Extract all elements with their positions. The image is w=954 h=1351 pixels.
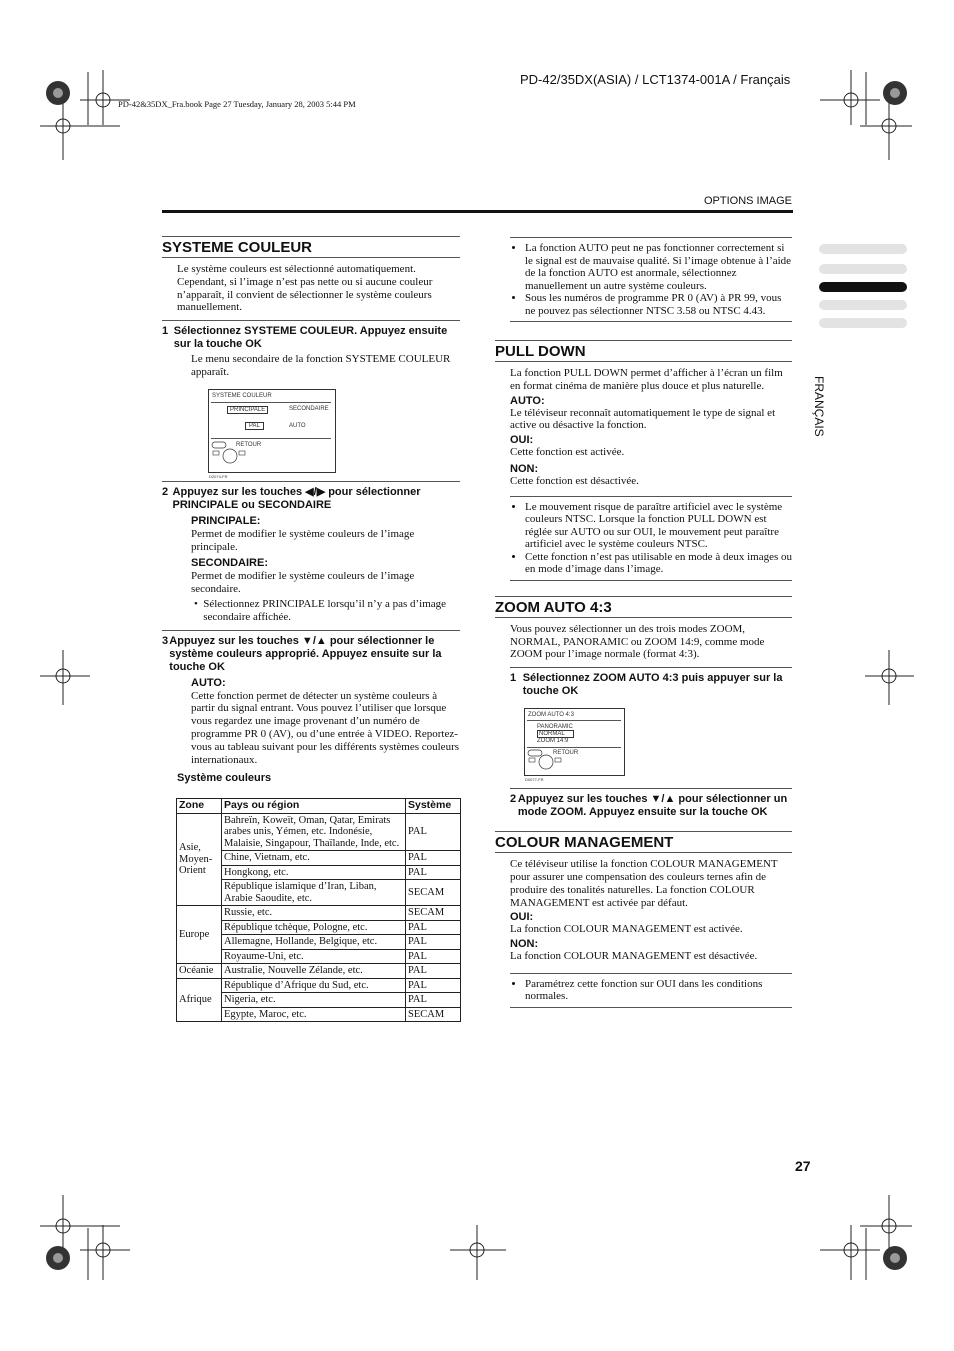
principale-desc: Permet de modifier le système couleurs de l’image principale.: [191, 527, 415, 553]
colour-non-desc: La fonction COLOUR MANAGEMENT est désactivée.: [510, 950, 758, 963]
document-reference: PD-42/35DX(ASIA) / LCT1374-001A / Français: [520, 72, 791, 87]
step-number: 3: [162, 634, 169, 647]
header-rule: [162, 210, 793, 213]
side-tab: [819, 300, 907, 310]
pull-down-oui-desc: Cette fonction est activée.: [510, 446, 625, 459]
systeme-cell: PAL: [406, 949, 461, 964]
note-item: • Le mouvement risque de paraître artificiel avec le système couleurs NTSC. Lorsque la fonction PULL DOWN est réglée sur AUTO ou sur OUI, le mouvement peut paraître artificiel avec le système couleurs NTSC.: [525, 501, 792, 551]
secondaire-desc: Permet de modifier le système couleurs de l’image secondaire.: [191, 570, 415, 596]
step-number: 2: [162, 485, 169, 498]
zone-cell: Asie, Moyen-Orient: [177, 813, 222, 906]
menu-title: ZOOM AUTO 4:3: [528, 712, 574, 719]
pays-cell: République tchèque, Pologne, etc.: [222, 920, 406, 935]
systeme-cell: PAL: [406, 978, 461, 993]
divider: [510, 788, 792, 789]
secondaire-note: • Sélectionnez PRINCIPALE lorsqu’il n’y a pas d’image secondaire affichée.: [194, 598, 460, 624]
step-1: [162, 325, 460, 351]
step-text: Sélectionnez SYSTEME COULEUR. Appuyez ensuite sur la touche OK: [173, 325, 448, 351]
table-row: [177, 813, 461, 851]
divider: [162, 320, 460, 321]
note-item: • Cette fonction n’est pas utilisable en mode à deux images ou en mode d’image dans l’image.: [525, 551, 792, 576]
pull-down-non-desc: Cette fonction est désactivée.: [510, 474, 639, 487]
side-tab: [819, 244, 907, 254]
zone-cell: Océanie: [177, 964, 222, 979]
pays-cell: Allemagne, Hollande, Belgique, etc.: [222, 935, 406, 950]
menu-options: [537, 724, 574, 744]
menu-title: SYSTEME COULEUR: [212, 392, 272, 399]
book-info-line: PD-42&35DX_Fra.book Page 27 Tuesday, January 28, 2003 5:44 PM: [118, 99, 356, 109]
pull-down-auto-label: AUTO:: [510, 394, 545, 407]
colour-oui-label: OUI:: [510, 911, 534, 924]
systeme-couleur-menu-screen: [208, 389, 336, 479]
step-number: 1: [510, 672, 517, 685]
pull-down-oui-label: OUI:: [510, 434, 534, 447]
pays-cell: Australie, Nouvelle Zélande, etc.: [222, 964, 406, 979]
page-number: 27: [795, 1158, 811, 1174]
pays-cell: Nigeria, etc.: [222, 993, 406, 1008]
menu-option: PANORAMIC: [537, 724, 573, 731]
pays-cell: République islamique d’Iran, Liban, Arabie Saoudite, etc.: [222, 880, 406, 906]
menu-option: ZOOM 14:9: [537, 738, 569, 745]
table-title: Système couleurs: [177, 772, 272, 785]
pull-down-notes: [510, 496, 792, 581]
menu-retour: RETOUR: [236, 441, 262, 448]
systeme-cell: PAL: [406, 865, 461, 880]
zoom-auto-title: ZOOM AUTO 4:3: [495, 596, 792, 618]
colour-management-intro: Ce téléviseur utilise la fonction COLOUR MANAGEMENT pour assurer une compensation des couleurs ternes afin de produire des tonalités naturelles. La fonction COLOUR MANAGEMENT est activée par défaut.: [510, 858, 778, 909]
step-2: [162, 486, 460, 512]
systeme-cell: PAL: [406, 851, 461, 866]
menu-value: PAL: [245, 422, 264, 430]
colour-notes: [510, 973, 792, 1008]
zone-cell: Europe: [177, 906, 222, 964]
menu-option: SECONDAIRE: [289, 405, 329, 412]
systeme-cell: SECAM: [406, 1007, 461, 1022]
zone-cell: Afrique: [177, 978, 222, 1022]
secondaire-label: SECONDAIRE:: [191, 557, 269, 570]
table-header: Système: [406, 799, 461, 814]
table-row: [177, 906, 461, 921]
systeme-cell: SECAM: [406, 880, 461, 906]
step-number: 1: [162, 325, 169, 338]
auto-label: AUTO:: [191, 676, 226, 689]
side-tab: [819, 264, 907, 274]
zoom-step-1: [510, 672, 792, 698]
pull-down-intro: La fonction PULL DOWN permet d’afficher à l’écran un film en format cinéma de manière plus douce et plus naturelle.: [510, 367, 783, 392]
note-text: Sélectionnez PRINCIPALE lorsqu’il n’y a pas d’image secondaire affichée.: [203, 597, 447, 623]
divider: [162, 630, 460, 631]
step-text: Appuyez sur les touches ▼/▲ pour sélectionner un mode ZOOM. Appuyez ensuite sur la touche OK: [517, 793, 788, 819]
step-number: 2: [510, 793, 517, 806]
right-column: [495, 237, 792, 1008]
table-row: [177, 978, 461, 993]
menu-value: AUTO: [289, 422, 306, 429]
systeme-cell: PAL: [406, 920, 461, 935]
systeme-couleur-intro: Le système couleurs est sélectionné automatiquement. Cependant, si l’image n’est pas nette ou si aucune couleur n’apparaît, il convient de sélectionner le système couleurs manuellement.: [177, 263, 433, 314]
pull-down-auto-desc: Le téléviseur reconnaît automatiquement le type de signal et active ou désactive la fonction.: [510, 406, 776, 432]
systeme-cell: PAL: [406, 964, 461, 979]
zoom-auto-menu-screen: [524, 708, 625, 783]
step-text: Appuyez sur les touches ▼/▲ pour sélectionner le système couleurs approprié. Appuyez ensuite sur la touche OK: [169, 634, 442, 673]
side-tabs: [819, 244, 907, 334]
auto-desc: Cette fonction permet de détecter un système couleurs à partir du signal entrant. Vous pouvez l’utiliser que lorsque vous regardez une image provenant d’un numéro de programme PR 0 (AV), ou d’une entrée à VIDEO. Reportez-vous au tableau suivant pour les différents systèmes couleurs internationaux.: [191, 689, 460, 766]
left-column: [162, 236, 460, 1022]
colour-management-title: COLOUR MANAGEMENT: [495, 831, 792, 853]
table-row: [177, 964, 461, 979]
step-text: Sélectionnez ZOOM AUTO 4:3 puis appuyer sur la touche OK: [522, 672, 783, 698]
pays-cell: Royaume-Uni, etc.: [222, 949, 406, 964]
menu-option: PRINCIPALE: [227, 406, 268, 414]
note-item: • Sous les numéros de programme PR 0 (AV) à PR 99, vous ne pouvez pas sélectionner NTSC 3.58 ou NTSC 4.43.: [525, 292, 792, 317]
step-text: Appuyez sur les touches ◀/▶ pour sélectionner PRINCIPALE ou SECONDAIRE: [172, 485, 421, 511]
note-item: • La fonction AUTO peut ne pas fonctionner correctement si le signal est de mauvaise qualité. Si l’image obtenue à l’aide de la fonction AUTO est anormale, sélectionnez manuellement un autre système couleurs.: [525, 242, 792, 292]
menu-retour: RETOUR: [553, 750, 579, 757]
systeme-cell: PAL: [406, 935, 461, 950]
color-system-table: [176, 798, 461, 1022]
pays-cell: Russie, etc.: [222, 906, 406, 921]
zoom-auto-intro: Vous pouvez sélectionner un des trois modes ZOOM, NORMAL, PANORAMIC ou ZOOM 14:9, comme mode ZOOM pour l’image normale (format 4:3).: [510, 622, 765, 661]
colour-non-label: NON:: [510, 938, 539, 951]
zoom-step-2: [510, 793, 792, 819]
principale-label: PRINCIPALE:: [191, 514, 261, 527]
pays-cell: Chine, Vietnam, etc.: [222, 851, 406, 866]
side-tab-active: [819, 282, 907, 292]
systeme-couleur-title: SYSTEME COULEUR: [162, 236, 460, 258]
pays-cell: Hongkong, etc.: [222, 865, 406, 880]
pull-down-non-label: NON:: [510, 462, 539, 475]
systeme-cell: PAL: [406, 813, 461, 851]
auto-notes: [510, 237, 792, 322]
table-header-row: [177, 799, 461, 814]
section-header: OPTIONS IMAGE: [703, 195, 792, 207]
pays-cell: Bahreïn, Koweït, Oman, Qatar, Emirats arabes unis, Yémen, etc. Indonésie, Malaisie, Singapour, Thaïlande, Inde, etc.: [222, 813, 406, 851]
table-header: Zone: [177, 799, 222, 814]
divider: [162, 481, 460, 482]
remote-buttons-icon: [527, 749, 567, 771]
colour-oui-desc: La fonction COLOUR MANAGEMENT est activée.: [510, 923, 743, 936]
divider: [510, 667, 792, 668]
step-1-desc: Le menu secondaire de la fonction SYSTEME COULEUR apparaît.: [191, 353, 451, 378]
note-item: • Paramétrez cette fonction sur OUI dans les conditions normales.: [525, 978, 792, 1003]
step-3: [162, 635, 460, 674]
systeme-cell: SECAM: [406, 906, 461, 921]
systeme-cell: PAL: [406, 993, 461, 1008]
side-tab: [819, 318, 907, 328]
menu-code: D0077-FR: [525, 777, 544, 783]
menu-code: D2074-FR: [209, 473, 228, 479]
pays-cell: Egypte, Maroc, etc.: [222, 1007, 406, 1022]
remote-buttons-icon: [211, 441, 251, 465]
language-tab-label: FRANÇAIS: [812, 376, 826, 437]
pays-cell: République d’Afrique du Sud, etc.: [222, 978, 406, 993]
table-header: Pays ou région: [222, 799, 406, 814]
pull-down-title: PULL DOWN: [495, 340, 792, 362]
menu-option-selected: NORMAL: [537, 730, 574, 738]
